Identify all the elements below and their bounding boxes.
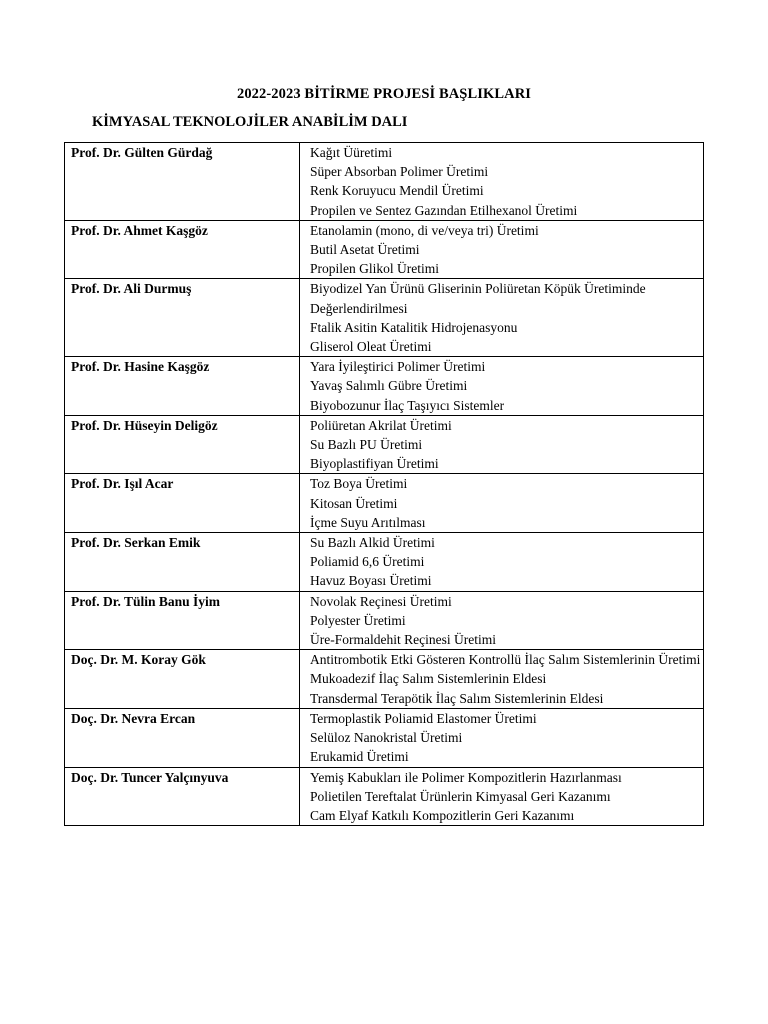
project-topics-cell (300, 474, 704, 533)
project-topic: Yemiş Kabukları ile Polimer Kompozitlerin Hazırlanması (310, 769, 622, 785)
project-topics-cell (300, 767, 704, 826)
project-topic: Gliserol Oleat Üretimi (310, 339, 432, 355)
advisor-name: Doç. Dr. M. Koray Gök (65, 650, 300, 709)
advisor-name: Prof. Dr. Gülten Gürdağ (65, 143, 300, 221)
project-topic: Etanolamin (mono, di ve/veya tri) Üretimi (310, 222, 539, 238)
advisor-name: Doç. Dr. Tuncer Yalçınyuva (65, 767, 300, 826)
project-topic: Süper Absorban Polimer Üretimi (310, 164, 489, 180)
table-row (65, 357, 704, 416)
advisor-name: Prof. Dr. Ahmet Kaşgöz (65, 220, 300, 279)
project-topic: Erukamid Üretimi (310, 749, 409, 765)
table-row (65, 143, 704, 221)
project-topics-cell (300, 143, 704, 221)
project-topics-cell (300, 650, 704, 709)
table-row (65, 220, 704, 279)
project-topic: Novolak Reçinesi Üretimi (310, 593, 452, 609)
project-topics-cell (300, 357, 704, 416)
table-row (65, 279, 704, 357)
advisor-name: Prof. Dr. Hüseyin Deligöz (65, 415, 300, 474)
project-topic: Kağıt Üüretimi (310, 145, 393, 160)
project-topics-cell (300, 415, 704, 474)
project-topic: Antitrombotik Etki Gösteren Kontrollü İlaç Salım Sistemlerinin Üretimi (310, 652, 701, 668)
project-topic: Kitosan Üretimi (310, 495, 398, 511)
project-topic: Selüloz Nanokristal Üretimi (310, 730, 463, 746)
project-topic: Butil Asetat Üretimi (310, 242, 420, 258)
table-row (65, 533, 704, 592)
table-row (65, 650, 704, 709)
project-topic: Polyester Üretimi (310, 612, 406, 628)
project-topic: İçme Suyu Arıtılması (310, 514, 426, 530)
project-topic: Ftalik Asitin Katalitik Hidrojenasyonu (310, 319, 518, 335)
project-topic: Yavaş Salımlı Gübre Üretimi (310, 378, 468, 394)
advisor-name: Prof. Dr. Hasine Kaşgöz (65, 357, 300, 416)
project-topic: Mukoadezif İlaç Salım Sistemlerinin Eldesi (310, 671, 547, 687)
advisor-name: Prof. Dr. Tülin Banu İyim (65, 591, 300, 650)
advisor-name: Doç. Dr. Nevra Ercan (65, 708, 300, 767)
project-topic: Transdermal Terapötik İlaç Salım Sistemlerinin Eldesi (310, 690, 604, 706)
project-topic: Toz Boya Üretimi (310, 476, 408, 492)
project-topic: Poliüretan Akrilat Üretimi (310, 417, 452, 433)
project-topic: Biyoplastifiyan Üretimi (310, 456, 439, 472)
project-topic: Propilen ve Sentez Gazından Etilhexanol Üretimi (310, 202, 578, 218)
project-topic: Propilen Glikol Üretimi (310, 261, 439, 277)
project-topic: Üre-Formaldehit Reçinesi Üretimi (310, 632, 496, 648)
document-title: 2022-2023 BİTİRME PROJESİ BAŞLIKLARI (236, 86, 532, 102)
project-topics-cell (300, 708, 704, 767)
project-topic: Havuz Boyası Üretimi (310, 573, 432, 589)
project-topic: Biyodizel Yan Ürünü Gliserinin Poliüretan Köpük Üretiminde Değerlendirilmesi (310, 281, 646, 316)
table-row (65, 591, 704, 650)
projects-table (64, 142, 704, 826)
table-row (65, 474, 704, 533)
projects-table-body (65, 143, 704, 826)
advisor-name: Prof. Dr. Serkan Emik (65, 533, 300, 592)
project-topics-cell (300, 533, 704, 592)
advisor-name: Prof. Dr. Işıl Acar (65, 474, 300, 533)
project-topic: Biyobozunur İlaç Taşıyıcı Sistemler (310, 397, 505, 413)
project-topics-cell (300, 220, 704, 279)
department-heading: KİMYASAL TEKNOLOJİLER ANABİLİM DALI (92, 114, 408, 130)
table-row (65, 415, 704, 474)
advisor-name: Prof. Dr. Ali Durmuş (65, 279, 300, 357)
project-topics-cell (300, 279, 704, 357)
project-topic: Cam Elyaf Katkılı Kompozitlerin Geri Kazanımı (310, 807, 575, 823)
project-topic: Su Bazlı Alkid Üretimi (310, 535, 435, 551)
project-topic: Polietilen Tereftalat Ürünlerin Kimyasal Geri Kazanımı (310, 788, 611, 804)
project-topics-cell (300, 591, 704, 650)
project-topic: Yara İyileştirici Polimer Üretimi (310, 359, 486, 375)
table-row (65, 708, 704, 767)
project-topic: Termoplastik Poliamid Elastomer Üretimi (310, 710, 537, 726)
table-row (65, 767, 704, 826)
project-topic: Poliamid 6,6 Üretimi (310, 554, 425, 570)
project-topic: Su Bazlı PU Üretimi (310, 437, 423, 453)
project-topic: Renk Koruyucu Mendil Üretimi (310, 183, 484, 199)
